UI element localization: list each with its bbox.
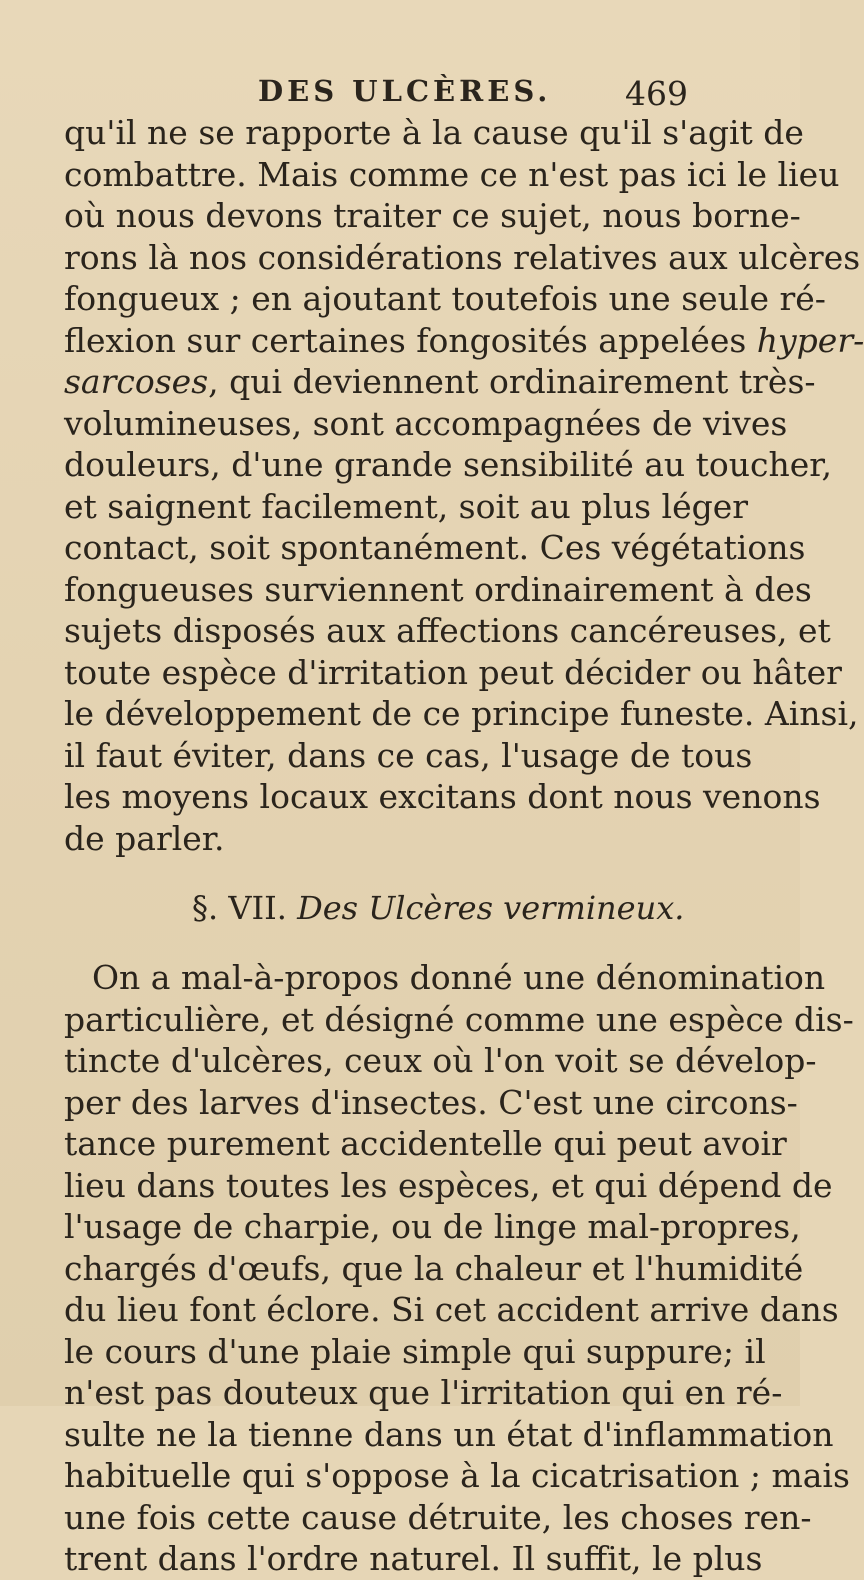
text-line: particulière, et désigné comme une espèce dis-	[64, 999, 854, 1039]
text-line: une fois cette cause détruite, les choses ren-	[64, 1497, 812, 1537]
text-line: sulte ne la tienne dans un état d'inflammation	[64, 1414, 834, 1454]
text-line: tance purement accidentelle qui peut avoir	[64, 1124, 787, 1163]
text-line: On a mal-à-propos donné une dénomination	[92, 958, 826, 997]
text-line: trent dans l'ordre naturel. Il suffit, le plus	[64, 1539, 763, 1578]
paragraph-2	[64, 957, 854, 1580]
text-line: lieu dans toutes les espèces, et qui dépend de	[64, 1165, 833, 1205]
section-number: §. VII.	[192, 889, 287, 927]
text-segment: flexion sur certaines fongosités appelées	[64, 320, 757, 360]
text-line: douleurs, d'une grande sensibilité au toucher,	[64, 445, 832, 484]
text-line: tincte d'ulcères, ceux où l'on voit se dévelop-	[64, 1041, 817, 1080]
running-title: DES ULCÈRES.	[258, 74, 552, 108]
text-line: volumineuses, sont accompagnées de vives	[64, 403, 788, 443]
text-line: fongueux ; en ajoutant toutefois une seule ré-	[64, 279, 826, 318]
text-line: rons là nos considérations relatives aux ulcères	[64, 237, 861, 277]
text-line: du lieu font éclore. Si cet accident arrive dans	[64, 1290, 839, 1329]
text-line: où nous devons traiter ce sujet, nous borne-	[64, 196, 801, 235]
page-header	[250, 74, 700, 114]
section-heading	[64, 859, 704, 957]
text-line	[64, 320, 864, 362]
page-number: 469	[625, 74, 688, 113]
text-line: l'usage de charpie, ou de linge mal-propres,	[64, 1207, 801, 1246]
text-line: qu'il ne se rapporte à la cause qu'il s'agit de	[64, 113, 804, 152]
text-line: per des larves d'insectes. C'est une circons-	[64, 1082, 798, 1122]
text-line: chargés d'œufs, que la chaleur et l'humidité	[64, 1248, 804, 1288]
text-line	[64, 361, 816, 403]
text-line: et saignent facilement, soit au plus léger	[64, 486, 749, 526]
text-line: le cours d'une plaie simple qui suppure; il	[64, 1331, 766, 1371]
text-line: sujets disposés aux affections cancéreuses, et	[64, 611, 831, 650]
text-line: le développement de ce principe funeste. Ainsi,	[64, 694, 859, 733]
text-line: de parler.	[64, 818, 225, 858]
text-line: n'est pas douteux que l'irritation qui en ré-	[64, 1373, 783, 1412]
italic-term: sarcoses	[64, 362, 209, 401]
text-line: fongueuses surviennent ordinairement à des	[64, 569, 812, 609]
body-text	[64, 112, 864, 1580]
text-line: les moyens locaux excitans dont nous venons	[64, 777, 821, 816]
text-line: combattre. Mais comme ce n'est pas ici le lieu	[64, 154, 840, 194]
paragraph-1	[64, 112, 864, 859]
text-line: habituelle qui s'oppose à la cicatrisation ; mais	[64, 1456, 850, 1495]
text-line: il faut éviter, dans ce cas, l'usage de tous	[64, 735, 753, 775]
section-title: Des Ulcères vermineux.	[297, 889, 685, 927]
text-line: toute espèce d'irritation peut décider ou hâter	[64, 652, 842, 692]
italic-term: hyper-	[756, 320, 864, 360]
text-segment: , qui deviennent ordinairement très-	[208, 362, 816, 401]
text-line: contact, soit spontanément. Ces végétations	[64, 528, 806, 567]
